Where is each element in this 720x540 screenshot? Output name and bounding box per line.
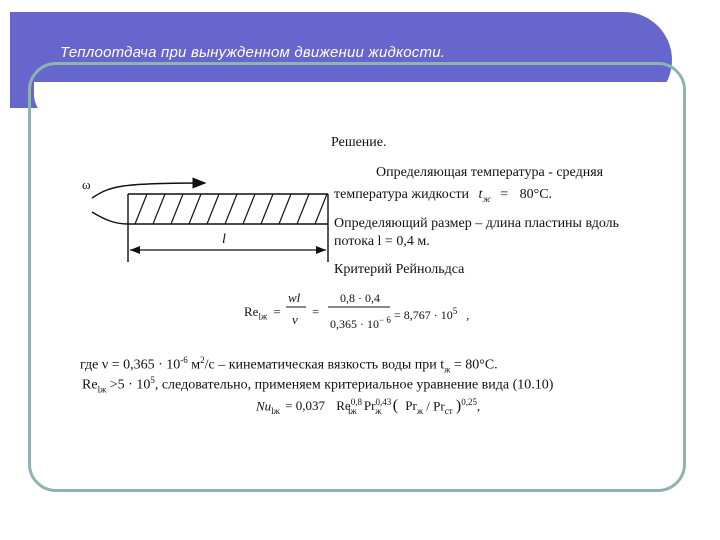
size-line-2: потока l = 0,4 м. (334, 234, 430, 249)
criteria-line: $Re_{lж} >5 \cdot 10^5$, следовательно, применяем критериальное уравнение вида (10.10) (82, 375, 554, 395)
re-denominator-nu: ν (292, 312, 298, 327)
temp-line-1: Определяющая температура - средняя (376, 165, 604, 180)
length-label: l (222, 232, 226, 247)
flow-arrow-top (92, 183, 205, 198)
plate-hatching (135, 194, 327, 224)
nusselt-formula: $Nu_{lж} = 0,037$ Re$^{0,8}_{lж}$ Pr$^{0,43}_ж$ ( $Pr_ж / Pr_{ст}$ )$^{0,25}$, (256, 397, 481, 416)
page-title: Теплоотдача при вынужденном движении жидкости. (60, 44, 446, 61)
re-result: = $8,767 \cdot 10^5$ , (394, 306, 470, 322)
viscosity-line: где $\nu = 0,365 \cdot 10^{-6}$ $м^2/с$ – кинематическая вязкость воды при $t_ж = 80^\circ С$. (80, 355, 498, 375)
flow-arrow-bottom (92, 212, 128, 224)
temp-line-2: температура жидкости $t_ж = 80^\circ С$. (334, 187, 553, 204)
re-eq2: = (312, 304, 320, 319)
re-denominator-values: $0,365 \cdot 10^{- 6}$ (330, 315, 391, 331)
size-line-1: Определяющий размер – длина пластины вдоль (334, 216, 620, 231)
re-lhs: $Re_{lж}$ = (244, 304, 281, 322)
flow-label: ω (82, 177, 91, 192)
solution-heading: Решение. (331, 135, 387, 150)
re-numerator-wl: wl (288, 290, 301, 305)
reynolds-heading: Критерий Рейнольдса (334, 262, 465, 277)
re-numerator-values: 0,8 · 0,4 (340, 291, 380, 305)
